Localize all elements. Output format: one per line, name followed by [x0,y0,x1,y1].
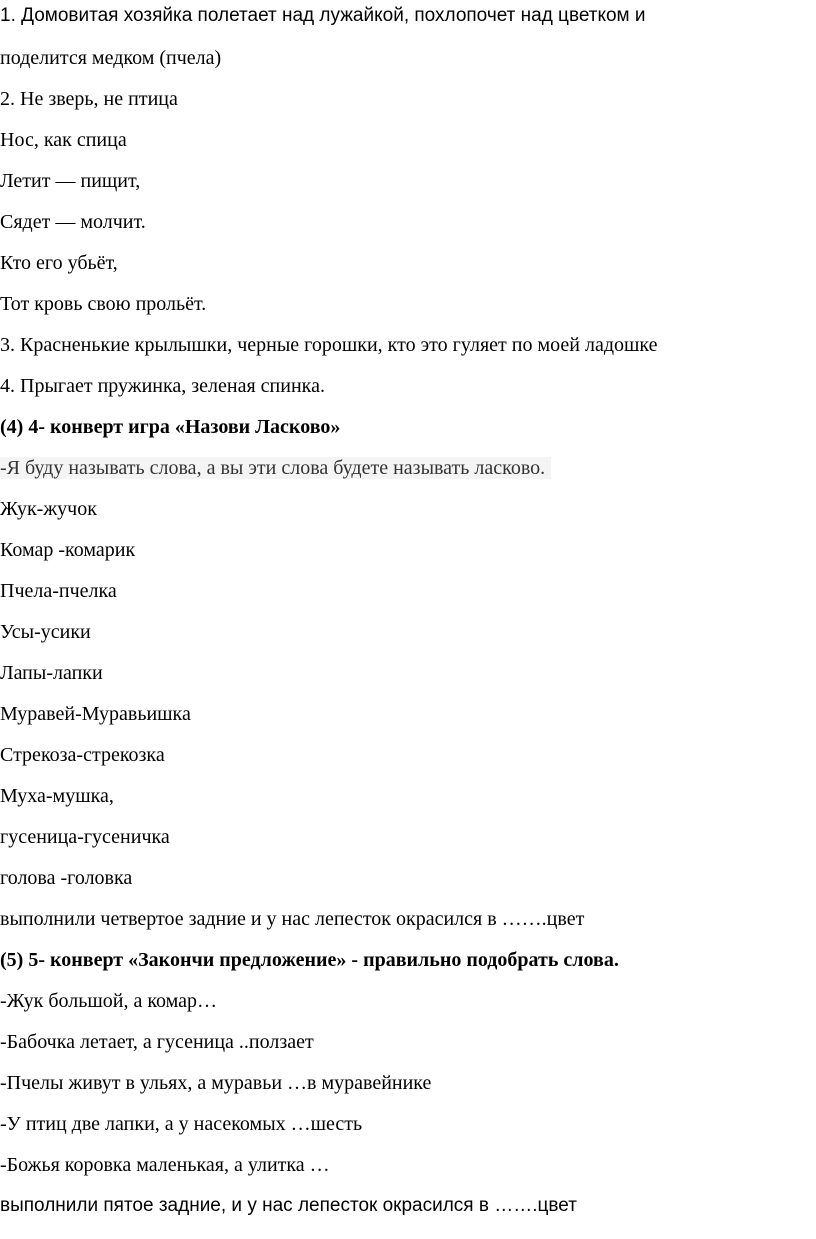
section-5-heading: (5) 5- конверт «Закончи предложение» - правильно подобрать слова. [0,949,619,971]
section-4-result: выполнили четвертое задние и у нас лепесток окрасился в …….цвет [0,908,585,930]
highlighted-instruction: -Я буду называть слова, а вы эти слова будете называть ласково. [0,457,551,479]
sentence-3: -Пчелы живут в ульях, а муравьи …в муравейнике [0,1072,432,1094]
word-pair-9: гусеница-гусеничка [0,826,170,848]
riddle-4-line: 4. Прыгает пружинка, зеленая спинка. [0,375,325,397]
sentence-2: -Бабочка летает, а гусеница ..ползает [0,1031,314,1053]
word-pair-6: Муравей-Муравьишка [0,703,191,725]
sentence-5: -Божья коровка маленькая, а улитка … [0,1154,330,1176]
sentence-1: -Жук большой, а комар… [0,990,218,1012]
riddle-2-line-4: Сядет — молчит. [0,211,146,233]
riddle-2-line-2: Нос, как спица [0,129,127,151]
riddle-3-line: 3. Красненькие крылышки, черные горошки, кто это гуляет по моей ладошке [0,334,658,356]
riddle-2-line-6: Тот кровь свою прольёт. [0,293,207,315]
riddle-2-line-3: Летит — пищит, [0,170,141,192]
sentence-4: -У птиц две лапки, а у насекомых …шесть [0,1113,363,1135]
section-4-heading: (4) 4- конверт игра «Назови Ласково» [0,416,341,438]
word-pair-8: Муха-мушка, [0,785,114,807]
word-pair-4: Усы-усики [0,621,91,643]
riddle-1-line-2: поделится медком (пчела) [0,47,222,69]
riddle-1-line-1: 1. Домовитая хозяйка полетает над лужайкой, похлопочет над цветком и [0,5,646,26]
word-pair-7: Стрекоза-стрекозка [0,744,165,766]
word-pair-2: Комар -комарик [0,539,136,561]
word-pair-3: Пчела-пчелка [0,580,117,602]
section-5-result: выполнили пятое задние, и у нас лепесток окрасился в …….цвет [0,1195,577,1216]
riddle-2-line-1: 2. Не зверь, не птица [0,88,178,110]
section-4-instruction [0,456,551,480]
word-pair-1: Жук-жучок [0,498,97,520]
word-pair-5: Лапы-лапки [0,662,103,684]
word-pair-10: голова -головка [0,867,133,889]
riddle-2-line-5: Кто его убьёт, [0,252,118,274]
